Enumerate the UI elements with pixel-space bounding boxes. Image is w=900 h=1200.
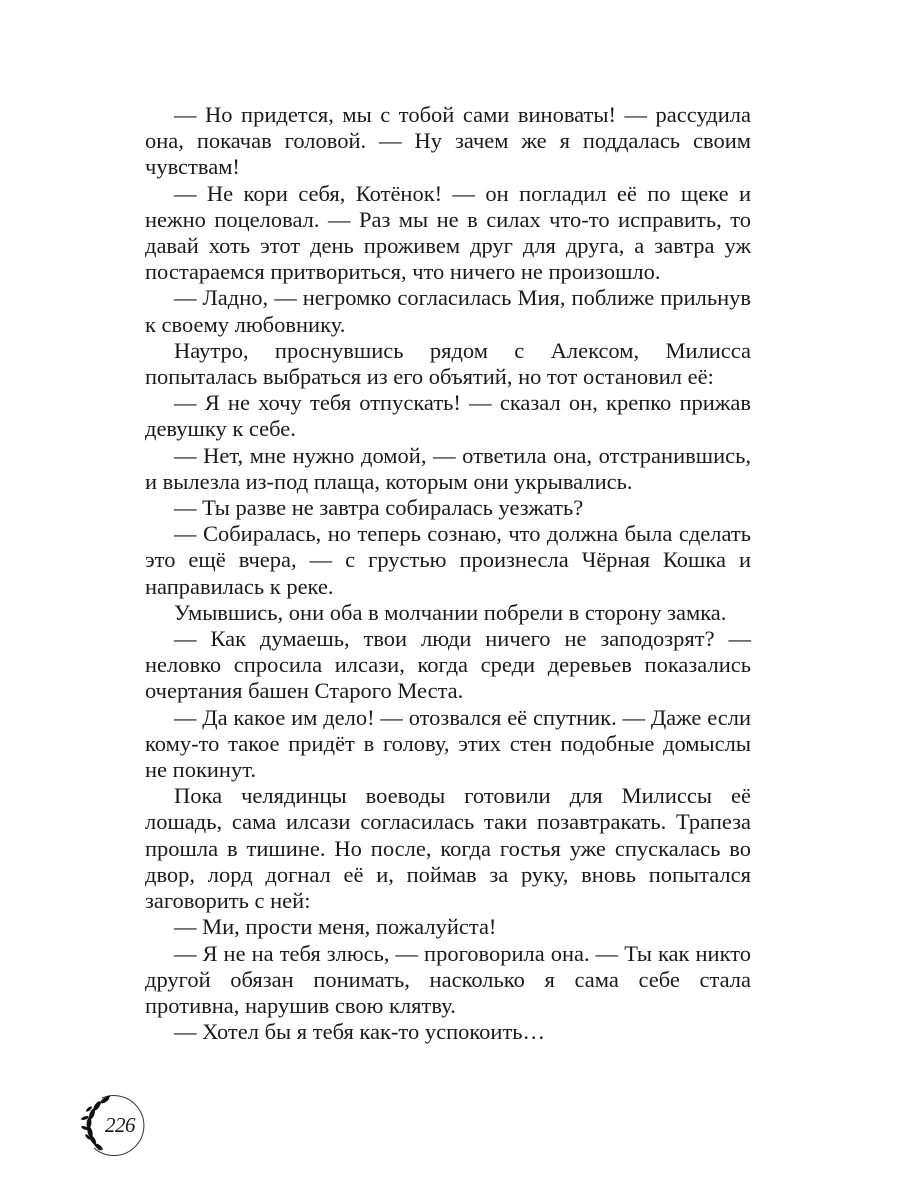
paragraph: — Ты разве не завтра собиралась уезжать? <box>174 495 584 521</box>
paragraph: — Я не хочу тебя отпускать! — сказал он, крепко прижав девушку к себе. <box>145 390 751 442</box>
page-number: 226 <box>105 1113 135 1137</box>
paragraph: — Хотел бы я тебя как-то успокоить… <box>174 1019 546 1045</box>
paragraph: — Я не на тебя злюсь, — проговорила она. — Ты как никто другой обязан понимать, насколько я сама себе стала противна, нарушив свою клятву. <box>145 940 751 1018</box>
body-text <box>145 102 751 1045</box>
paragraph: Наутро, проснувшись рядом с Алексом, Милисса попыталась выбраться из его объятий, но тот остановил её: <box>145 337 751 390</box>
paragraph: — Нет, мне нужно домой, — ответила она, отстранившись, и вылезла из-под плаща, которым они укрывались. <box>145 442 751 494</box>
paragraph: — Как думаешь, твои люди ничего не заподозрят? — неловко спросила илсази, когда среди деревьев показались очертания башен Старого Места. <box>145 626 751 704</box>
paragraph: Пока челядинцы воеводы готовили для Милиссы её лошадь, сама илсази согласилась таки позавтракать. Трапеза прошла в тишине. Но после, когда гостья уже спускалась во двор, лорд догнал её и, поймав за руку, вновь попытался заговорить с ней: <box>145 783 751 914</box>
page-number-badge <box>80 1090 150 1160</box>
paragraph: — Собиралась, но теперь сознаю, что должна была сделать это ещё вчера, — с грустью произнесла Чёрная Кошка и направилась к реке. <box>145 521 751 599</box>
paragraph: — Но придется, мы с тобой сами виноваты! — рассудила она, покачав головой. — Ну зачем же я поддалась своим чувствам! <box>145 102 751 180</box>
paragraph: — Не кори себя, Котёнок! — он погладил её по щеке и нежно поцеловал. — Раз мы не в силах что-то исправить, то давай хоть этот день проживем друг для друга, а завтра уж постараемся притвориться, что ничего не произошло. <box>145 180 751 285</box>
paragraph: — Ладно, — негромко согласилась Мия, поближе прильнув к своему любовнику. <box>145 285 751 337</box>
paragraph: Умывшись, они оба в молчании побрели в сторону замка. <box>174 599 727 625</box>
paragraph: — Да какое им дело! — отозвался её спутник. — Даже если кому-то такое придёт в голову, этих стен подобные домыслы не покинут. <box>145 704 751 783</box>
paragraph: — Ми, прости меня, пожалуйста! <box>174 914 497 940</box>
